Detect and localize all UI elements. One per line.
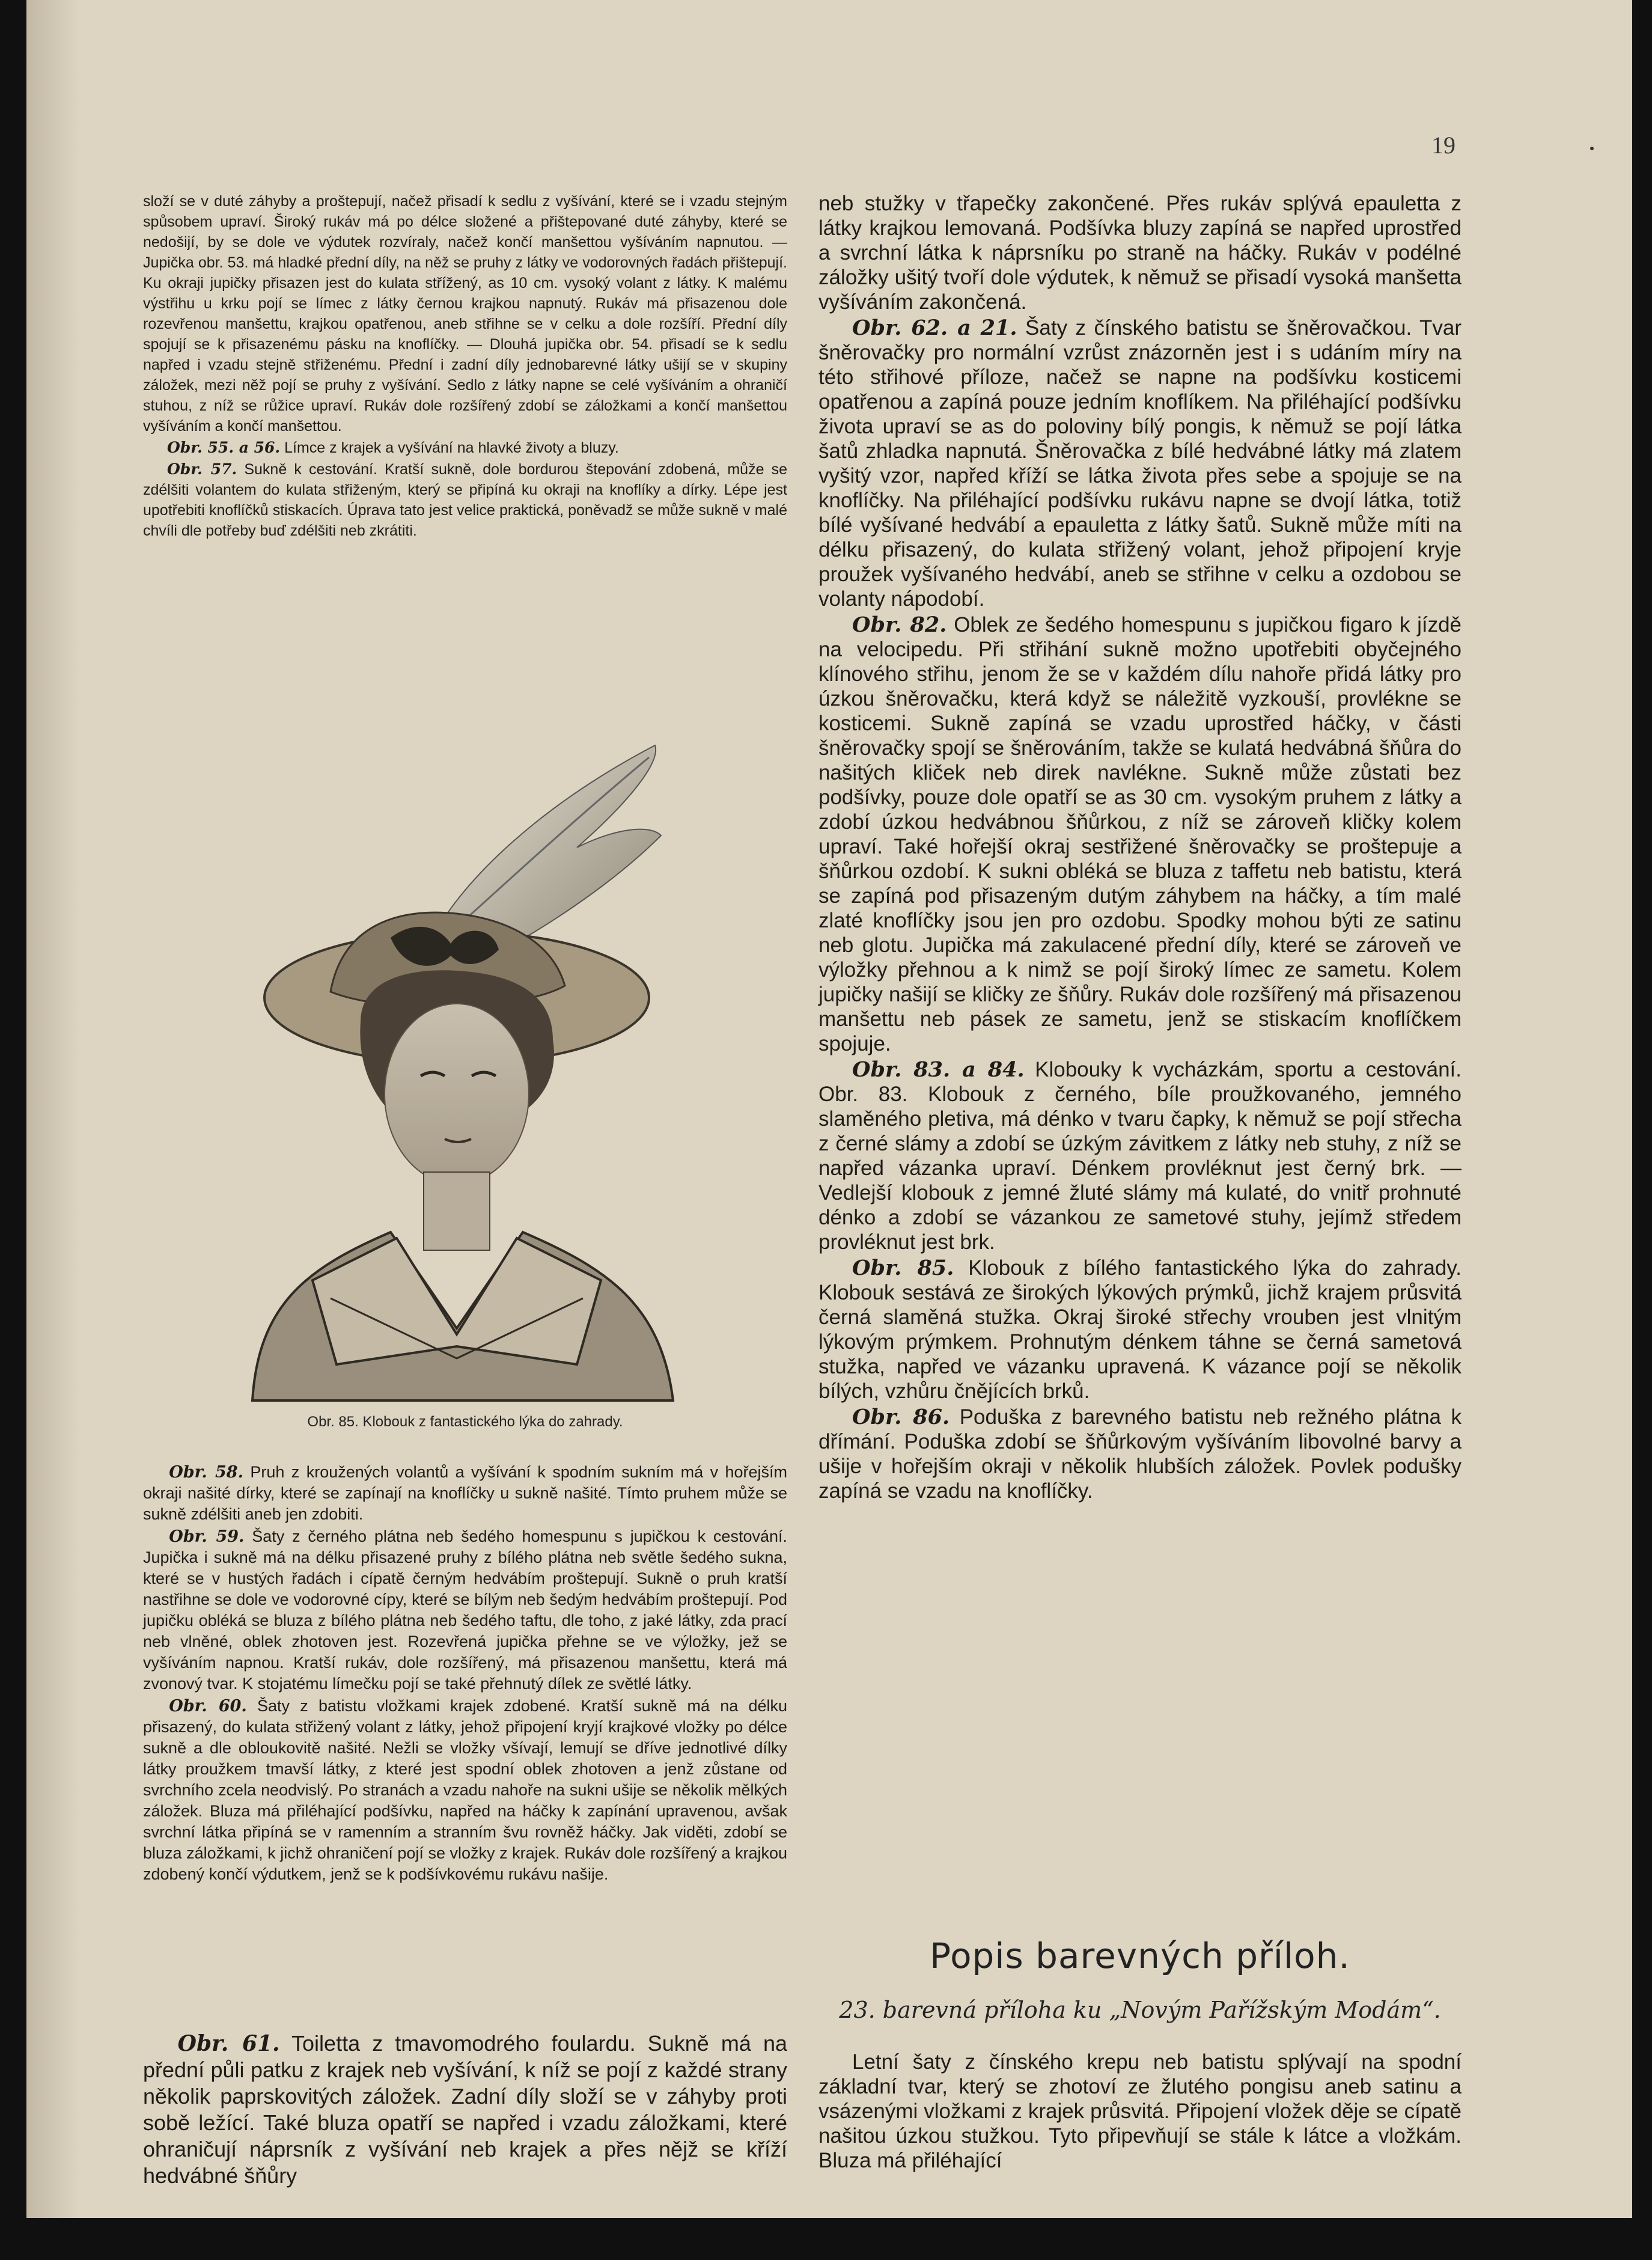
figure-ref: Obr. 58. <box>169 1463 243 1482</box>
paragraph-text: Klobouky k vycházkám, sportu a cestování. Obr. 83. Klobouk z černého, bíle proužkovaného, jemného slaměného pletiva, má dénko v tvaru čapky, k němuž se pojí střecha z černé slámy a zdobí se úzkým závitkem z látky neb stuhy, z níž se napřed vázanka upraví. Dénkem provléknut jest černý brk. — Vedlejší klobouk z jemné žluté slámy má kulaté, do vnitř prohnuté dénko a zdobí se vázankou ze sametové stuhy, jejímž středem provléknut jest brk. <box>818 1058 1462 1254</box>
paragraph-text: Límce z krajek a vyšívání na hlavké životy a bluzy. <box>284 439 619 456</box>
figure-ref: Obr. 86. <box>852 1405 950 1429</box>
hat-illustration <box>240 739 697 1406</box>
paragraph-text: Pruh z kroužených volantů a vyšívání k spodním sukním má v hořejším okraji našité dírky, které se zapínají na knoflíčky u sukně našité. Tímto pruhem může se sukně zdélšiti aneb jen zdobiti. <box>143 1463 787 1523</box>
paragraph-obr-61 <box>143 2030 787 2189</box>
figure-ref: Obr. 82. <box>852 612 947 637</box>
figure-ref: Obr. 62. a 21. <box>852 316 1017 340</box>
figure-ref: Obr. 85. <box>852 1256 954 1280</box>
paragraph-text: Oblek ze šedého homespunu s jupičkou figaro k jízdě na velocipedu. Při střihání sukně možno upotřebiti obyčejného klínového střihu, jenom že se v každém dílu nahoře přidá látky pro úzkou šněrovačku, která když se náležitě vyzkouší, provlékne se kosticemi. Sukně zapíná se vzadu uprostřed háčky, v části šněrovačky spojí se šněrováním, takže se kulatá hedvábná šňůra do našitých kliček neb direk navlékne. Sukně může zůstati bez podšívky, pouze dole opatří se as 30 cm. vysokým pruhem z látky a zdobí úzkou hedvábnou šňůrkou, z níž se zároveň kličky kolem upraví. Také hořejší okraj sestřižené šněrovačky se proštepuje a šňůrkou ozdobí. K sukni obléká se bluza z taffetu neb batistu, která se zapíná pod přisazeným dutým záhybem na háčky, a tím malé zlaté knoflíčky jsou jen pro ozdobu. Spodky mohou býti ze satinu neb glotu. Jupička má zakulacené přední díly, které se zároveň ve výložky přehnou a k nimž se pojí široký límec ze sametu. Kolem jupičky našijí se kličky ze šňůry. Rukáv dole rozšířený má přisazenou manšettu neb pásek ze sametu, jenž se stiskacím knoflíčkem spojuje. <box>818 613 1462 1055</box>
figure-caption: Obr. 85. Klobouk z fantastického lýka do zahrady. <box>307 1414 623 1430</box>
paragraph-text: Šaty z čínského batistu se šněrovačkou. Tvar šněrovačky pro normální vzrůst znázorněn jest i s udáním míry na této střihové příloze, načež se napne na podšívku kosticemi opatřenou a zapíná pouze jedním knoflíkem. Na přiléhající podšívku života upraví se as do poloviny bílý pongis, k němuž se pojí látka šatů zhladka napnutá. Šněrovačka z bílé hedvábné látky má zlatem vyšitý vzor, napřed kříží se látka života přes sebe a spojuje se na knoflíčky. Na přiléhající podšívku rukávu napne se dvojí látka, totiž bílé vyšívané hedvábí a epauletta z látky šatů. Sukně může míti na délku přisazený, do kulata střižený volant, jehož připojení kryje proužek vyšívaného hedvábí, aneb se střihne v celku a ozdobou se volanty nápodobí. <box>818 316 1462 611</box>
figure-ref: Obr. 55. a 56. <box>167 439 281 456</box>
paragraph-obr-55 <box>143 438 787 458</box>
paragraph-letni-saty: Letní šaty z čínského krepu neb batistu splývají na spodní základní tvar, který se zhotoví ze žlutého pongisu aneb satinu a vsázenými vložkami z krajek průsvitá. Připojení vložek děje se cípatě našitou úzkou stužkou. Tyto připevňují se stále k látce a vložkám. Bluza má přiléhající <box>818 2050 1462 2172</box>
paragraph-text: Klobouk z bílého fantastického lýka do zahrady. Klobouk sestává ze širokých lýkových prýmků, jichž krajem průsvitá černá slaměná stužka. Okraj široké střechy vrouben jest vlnitým lýkovým prýmkem. Prohnutým dénkem táhne se černá sametová stužka, napřed ve vázanku upravená. K vázance pojí se několik bílých, vzhůru čnějících brků. <box>818 1256 1462 1403</box>
paragraph-obr-58 <box>143 1462 787 1525</box>
paragraph-text: Poduška z barevného batistu neb režného plátna k dřímání. Poduška zdobí se šňůrkovým vyšíváním libovolné barvy a ušije v hořejším okraji v několik hlubších záložek. Povlek podušky zapíná se vzadu na knoflíčky. <box>818 1405 1462 1503</box>
face <box>385 1004 529 1184</box>
figure-ref: Obr. 60. <box>169 1697 247 1715</box>
paragraph-obr-83 <box>818 1057 1462 1254</box>
left-intro-paragraph: složí se v duté záhyby a proštepují, načež přisadí k sedlu z vyšívání, které se i vzadu stejným spůsobem upraví. Široký rukáv má po délce složené a přištepované duté záhyby, které se nedošijí, by se dole ve výdutek rozvíraly, načež končí manšettou vyšíváním napnutou. — Jupička obr. 53. má hladké přední díly, na něž se pruhy z látky ve vodorovných řadách přištepují. Ku okraji jupičky přisazen jest do kulata střížený, as 10 cm. vysoký volant z látky. K malému výstřihu u krku pojí se límec z látky černou krajkou napnutý. Rukáv má přisazenou dole rozevřenou manšettu, krajkou opatřenou, aneb střihne se v celku a dole rozšíří. Přední díly spojují se k přisazenému pásku na knoflíčky. — Dlouhá jupička obr. 54. přisadí se k sedlu napřed i vzadu stejně střiženému. Přední i zadní díly jednobarevné látky ušijí se v skupiny záložek, mezi něž pojí se pruhy z vyšívání. Sedlo z látky napne se celé vyšíváním a ohraničí stuhou, z níž se růžice upraví. Rukáv dole rozšířený zdobí se záložkami a končí manšettou vyšíváním a končí manšettou. <box>143 193 787 435</box>
right-column-bottom <box>818 2050 1462 2173</box>
figure-ref: Obr. 57. <box>167 460 237 478</box>
paragraph-text: Šaty z černého plátna neb šedého homespunu s jupičkou k cestování. Jupička i sukně má na délku přisazené pruhy z bílého plátna neb světle šedého sukna, které se v hustých řadách i cípatě černým hedvábím proštepují. Sukně o pruh kratší nastřihne se dole ve vodorovné cípy, které se bílým neb šedým hedvábím proštepují. Pod jupičku obléká se bluza z bílého plátna neb šedého taftu, dle toho, z jaké látky, zda prací neb vlněné, oblek zhotoven jest. Rozevřená jupička přehne se ve výložky, jež se vyšíváním napnou. Kratší rukáv, dole rozšířený, má přisazenou manšettu, která má zvonový tvar. K stojatému límečku pojí se také přehnutý dílek ze světlé látky. <box>143 1527 787 1693</box>
blouse-collar <box>252 1232 673 1400</box>
page-number: 19 <box>1431 132 1455 159</box>
left-column-bottom <box>143 2030 787 2189</box>
paragraph-obr-60 <box>143 1696 787 1885</box>
paragraph-text: Sukně k cestování. Kratší sukně, dole bordurou štepování zdobená, může se zdélšiti volantem do kulata střiženým, který se připíná ku okraji na knoflíky a dírky. Lépe jest upotřebiti knoflíčků stiskacích. Úprava tato jest velice praktická, poněvadž se může sukně v malé chvíli dle potřeby buď zdélšiti neb zkrátiti. <box>143 461 787 539</box>
figure-ref: Obr. 59. <box>169 1527 245 1546</box>
paragraph-obr-62 <box>818 316 1462 611</box>
paragraph-obr-57 <box>143 459 787 541</box>
section-subheading: 23. barevná příloha ku „Novým Pařížským Modám“. <box>839 1997 1441 2023</box>
paragraph-obr-86 <box>818 1405 1462 1503</box>
neck <box>424 1172 490 1250</box>
paragraph-text: Toiletta z tmavomodrého foulardu. Sukně má na přední půli patku z krajek neb vyšívání, k níž se pojí z každé strany několik paprskovitých záložek. Zadní díly složí se v záhyby proti sobě ležící. Také bluza opatří se napřed i vzadu záložkami, které ohraničují náprsník z vyšívání neb krajek a přes nějž se kříží hedvábné šňůry <box>143 2031 788 2188</box>
paragraph-text: Šaty z batistu vložkami krajek zdobené. Kratší sukně má na délku přisazený, do kulata střižený volant z látky, jehož připojení kryjí krajkové vložky po délce sukně a dle obloukovitě našité. Nežli se vložky všívají, lemují se dříve jednotlivé dílky látky proužkem tmavší látky, z které jest spodní oblek zhotoven a jenž zůstane od svrchního zcela neodvislý. Po stranách a vzadu nahoře na sukni ušije se několik mělkých záložek. Bluza má přiléhající podšívku, napřed na háčky k zapínání upravenou, avšak svrchní látka připíná se v ramenním a stranním švu rovněž háčky. Jak viděti, zdobí se bluza záložkami, k jichž ohraničení pojí se vložky z krajek. Rukáv dole rozšířený a krajkou zdobený končí výdutkem, jenž se k podšívkovému rukávu našije. <box>143 1697 787 1883</box>
paragraph-obr-59 <box>143 1526 787 1694</box>
right-column <box>818 191 1462 1503</box>
paragraph-obr-85 <box>818 1256 1462 1403</box>
left-column-middle <box>143 1462 787 1885</box>
right-intro-paragraph: neb stužky v třapečky zakončené. Přes rukáv splývá epauletta z látky krajkou lemovaná. Podšívka bluzy zapíná se napřed uprostřed a svrchní látka k náprsníku po straně na háčky. Rukáv v podélné záložky ušitý tvoří dole výdutek, k němuž se přisadí vysoká manšetta vyšíváním zakončená. <box>818 192 1462 314</box>
paragraph-obr-82 <box>818 612 1462 1056</box>
figure-ref: Obr. 83. a 84. <box>852 1057 1025 1082</box>
section-heading: Popis barevných příloh. <box>930 1935 1350 1976</box>
left-column-top <box>143 191 787 541</box>
figure-ref: Obr. 61. <box>177 2031 280 2056</box>
ink-dot <box>1590 147 1594 150</box>
